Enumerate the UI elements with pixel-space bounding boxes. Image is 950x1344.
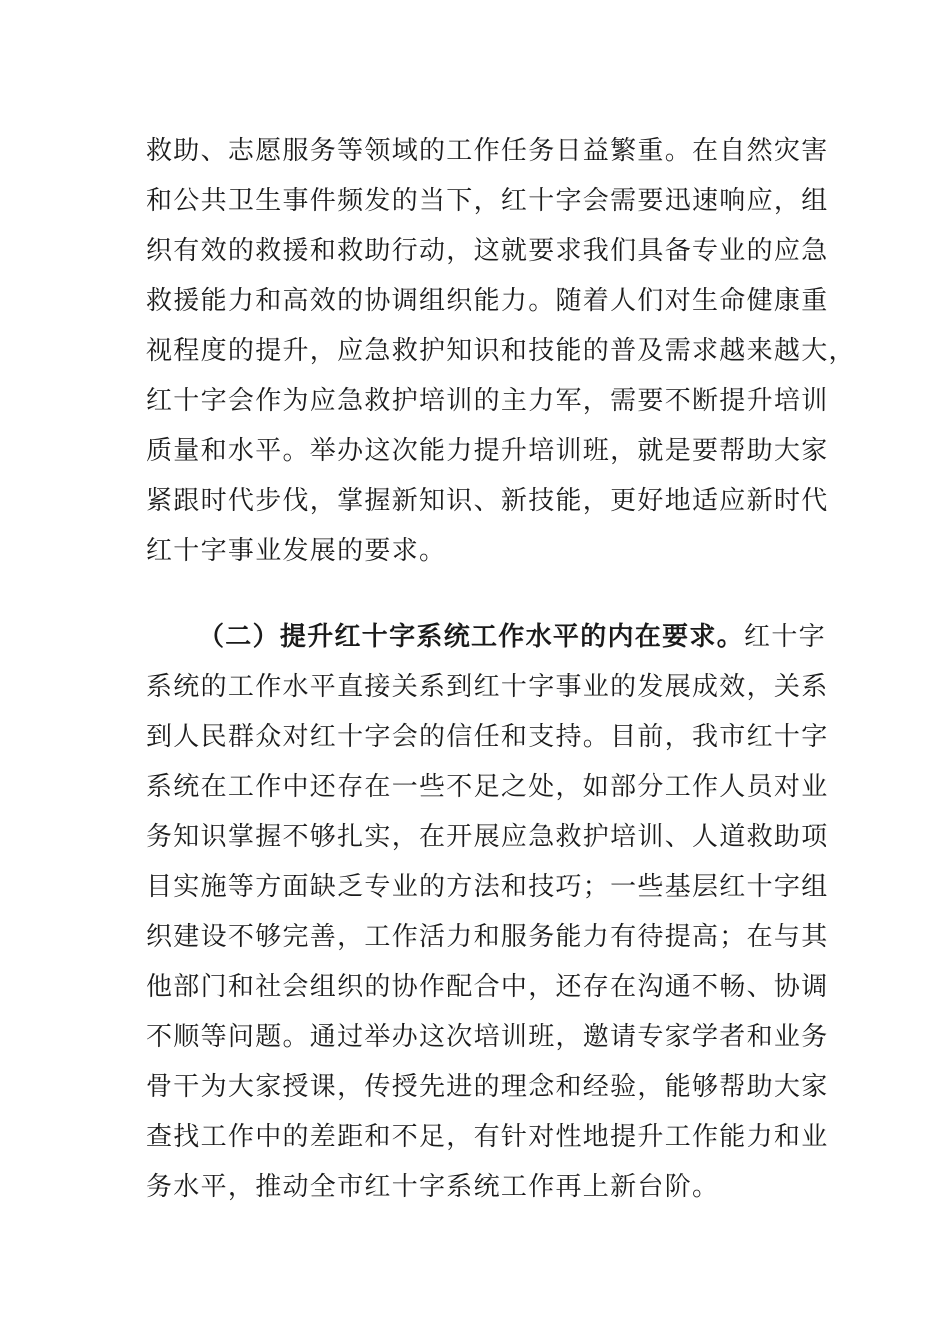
paragraph-1-line: 视程度的提升，应急救护知识和技能的普及需求越来越大， [146,336,856,366]
paragraph-2-line: 系统的工作水平直接关系到红十字事业的发展成效，关系 [146,672,829,702]
paragraph-1-line: 织有效的救援和救助行动，这就要求我们具备专业的应急 [146,236,829,266]
paragraph-2-line: 骨干为大家授课，传授先进的理念和经验，能够帮助大家 [146,1072,829,1102]
paragraph-2-line: 目实施等方面缺乏专业的方法和技巧；一些基层红十字组 [146,872,829,902]
paragraph-2-line: 查找工作中的差距和不足，有针对性地提升工作能力和业 [146,1122,829,1152]
paragraph-1-line: 质量和水平。举办这次能力提升培训班，就是要帮助大家 [146,436,829,466]
paragraph-1-line: 红十字会作为应急救护培训的主力军，需要不断提升培训 [146,386,829,416]
paragraph-1-line: 救援能力和高效的协调组织能力。随着人们对生命健康重 [146,286,829,316]
paragraph-1-line: 红十字事业发展的要求。 [146,536,447,566]
paragraph-1-line: 和公共卫生事件频发的当下，红十字会需要迅速响应，组 [146,186,829,216]
paragraph-2-line: 务知识掌握不够扎实，在开展应急救护培训、人道救助项 [146,822,829,852]
paragraph-2-line: 系统在工作中还存在一些不足之处，如部分工作人员对业 [146,772,829,802]
paragraph-2-line: 他部门和社会组织的协作配合中，还存在沟通不畅、协调 [146,972,829,1002]
section-heading: （二）提升红十字系统工作水平的内在要求。 [198,622,745,652]
paragraph-2-line: 到人民群众对红十字会的信任和支持。目前，我市红十字 [146,722,829,752]
paragraph-2-line: 织建设不够完善，工作活力和服务能力有待提高；在与其 [146,922,829,952]
paragraph-2-line: 务水平，推动全市红十字系统工作再上新台阶。 [146,1172,720,1202]
paragraph-1-line: 紧跟时代步伐，掌握新知识、新技能，更好地适应新时代 [146,486,829,516]
paragraph-2-first-line-rest: 红十字 [744,622,826,652]
paragraph-2-line: 不顺等问题。通过举办这次培训班，邀请专家学者和业务 [146,1022,829,1052]
paragraph-2-first-line [198,617,826,657]
paragraph-1-line: 救助、志愿服务等领域的工作任务日益繁重。在自然灾害 [146,136,829,166]
